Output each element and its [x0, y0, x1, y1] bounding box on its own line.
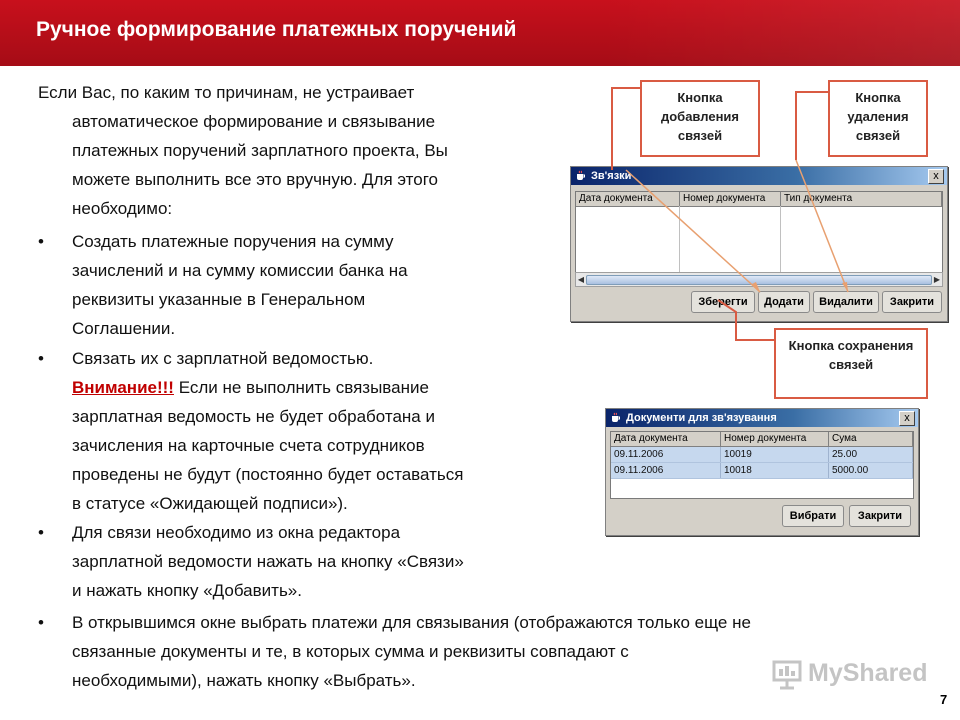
intro-line: можете выполнить все это вручную. Для этого	[72, 170, 439, 189]
bullet-marker: •	[38, 523, 44, 542]
cell-date: 09.11.2006	[611, 447, 721, 462]
links-table	[575, 191, 943, 275]
bullet-line	[72, 373, 463, 402]
bullet-line: в статусе «Ожидающей подписи»).	[72, 494, 348, 513]
bullet-line: зарплатной ведомости нажать на кнопку «Связи»	[72, 552, 464, 571]
bullet-line: связанные документы и те, в которых сумма и реквизиты совпадают с	[72, 642, 629, 661]
table-row[interactable]	[611, 447, 913, 463]
cell-sum: 25.00	[829, 447, 913, 462]
column-header[interactable]: Дата документа	[611, 432, 721, 446]
intro-line: необходимо:	[72, 199, 173, 218]
bullet-line: зачисления на карточные счета сотрудников	[72, 436, 425, 455]
column-divider	[679, 206, 680, 274]
horizontal-scrollbar[interactable]	[575, 272, 943, 287]
scrollbar-thumb[interactable]	[586, 275, 932, 285]
select-button[interactable]: Вибрати	[782, 505, 844, 527]
bullet-line: В открывшимся окне выбрать платежи для связывания (отображаются только еще не	[72, 613, 751, 632]
bullet-line: зачислений и на сумму комиссии банка на	[72, 261, 408, 280]
delete-button[interactable]: Видалити	[813, 291, 879, 313]
links-dialog-title: Зв'язки	[591, 170, 632, 182]
cell-number: 10019	[721, 447, 829, 462]
intro-line: Если Вас, по каким то причинам, не устраивает	[38, 83, 415, 102]
title-bar	[0, 0, 960, 66]
close-button[interactable]: Закрити	[882, 291, 942, 313]
callout-leader-line	[796, 92, 828, 160]
java-cup-icon	[575, 170, 586, 181]
bullet-marker: •	[38, 613, 44, 632]
bullet-line: Связать их с зарплатной ведомостью.	[72, 349, 374, 368]
close-icon[interactable]: x	[928, 169, 944, 184]
watermark-text: MyShared	[808, 659, 928, 687]
title-bar-shade	[600, 0, 960, 66]
page-number: 7	[940, 692, 948, 707]
bullet-marker: •	[38, 232, 44, 251]
bullet-line: проведены не будут (постоянно будет оставаться	[72, 465, 464, 484]
documents-dialog	[605, 408, 919, 536]
documents-dialog-titlebar	[606, 409, 918, 427]
column-header[interactable]: Номер документа	[721, 432, 829, 446]
intro-line: платежных поручений зарплатного проекта, Вы	[72, 141, 448, 160]
column-header[interactable]: Сума	[829, 432, 913, 446]
bullet-create-payments	[72, 227, 408, 343]
slide-title: Ручное формирование платежных поручений	[36, 18, 517, 41]
documents-table	[610, 431, 914, 499]
save-button[interactable]: Зберегти	[691, 291, 755, 313]
bullet-open-links	[72, 518, 464, 605]
warning-text: Если не выполнить связывание	[173, 378, 429, 397]
links-dialog	[570, 166, 948, 322]
cell-number: 10018	[721, 463, 829, 478]
column-header[interactable]: Номер документа	[680, 192, 781, 206]
bullet-line: реквизиты указанные в Генеральном	[72, 290, 366, 309]
links-dialog-titlebar	[571, 167, 947, 185]
intro-line: автоматическое формирование и связывание	[72, 112, 436, 131]
bullet-line: Соглашении.	[72, 319, 176, 338]
close-icon[interactable]: x	[899, 411, 915, 426]
callout-save-button: Кнопка сохранения связей	[774, 328, 928, 399]
scroll-left-icon[interactable]: ◀	[577, 275, 585, 284]
table-row[interactable]	[611, 463, 913, 479]
callout-add-button: Кнопка добавления связей	[640, 80, 760, 157]
bullet-marker: •	[38, 349, 44, 368]
warning-label: Внимание!!!	[72, 378, 174, 397]
column-header[interactable]: Дата документа	[576, 192, 680, 206]
close-button[interactable]: Закрити	[849, 505, 911, 527]
column-header[interactable]: Тип документа	[781, 192, 942, 206]
bullet-line: Создать платежные поручения на сумму	[72, 232, 394, 251]
add-button[interactable]: Додати	[758, 291, 810, 313]
callout-delete-button: Кнопка удаления связей	[828, 80, 928, 157]
documents-dialog-title: Документи для зв'язування	[626, 412, 777, 424]
cell-sum: 5000.00	[829, 463, 913, 478]
bullet-line: Для связи необходимо из окна редактора	[72, 523, 401, 542]
watermark	[772, 658, 932, 692]
intro-paragraph	[38, 78, 558, 223]
java-cup-icon	[610, 412, 621, 423]
bullet-link-statement	[72, 344, 463, 518]
bullet-line: необходимыми), нажать кнопку «Выбрать».	[72, 671, 416, 690]
cell-date: 09.11.2006	[611, 463, 721, 478]
documents-table-header	[611, 432, 913, 447]
scroll-right-icon[interactable]: ▶	[933, 275, 941, 284]
bullet-line: и нажать кнопку «Добавить».	[72, 581, 302, 600]
bullet-line: зарплатная ведомость не будет обработана и	[72, 407, 435, 426]
callout-leader-line	[612, 88, 640, 170]
presentation-board-icon	[772, 660, 802, 690]
links-table-header	[576, 192, 942, 207]
column-divider	[780, 206, 781, 274]
